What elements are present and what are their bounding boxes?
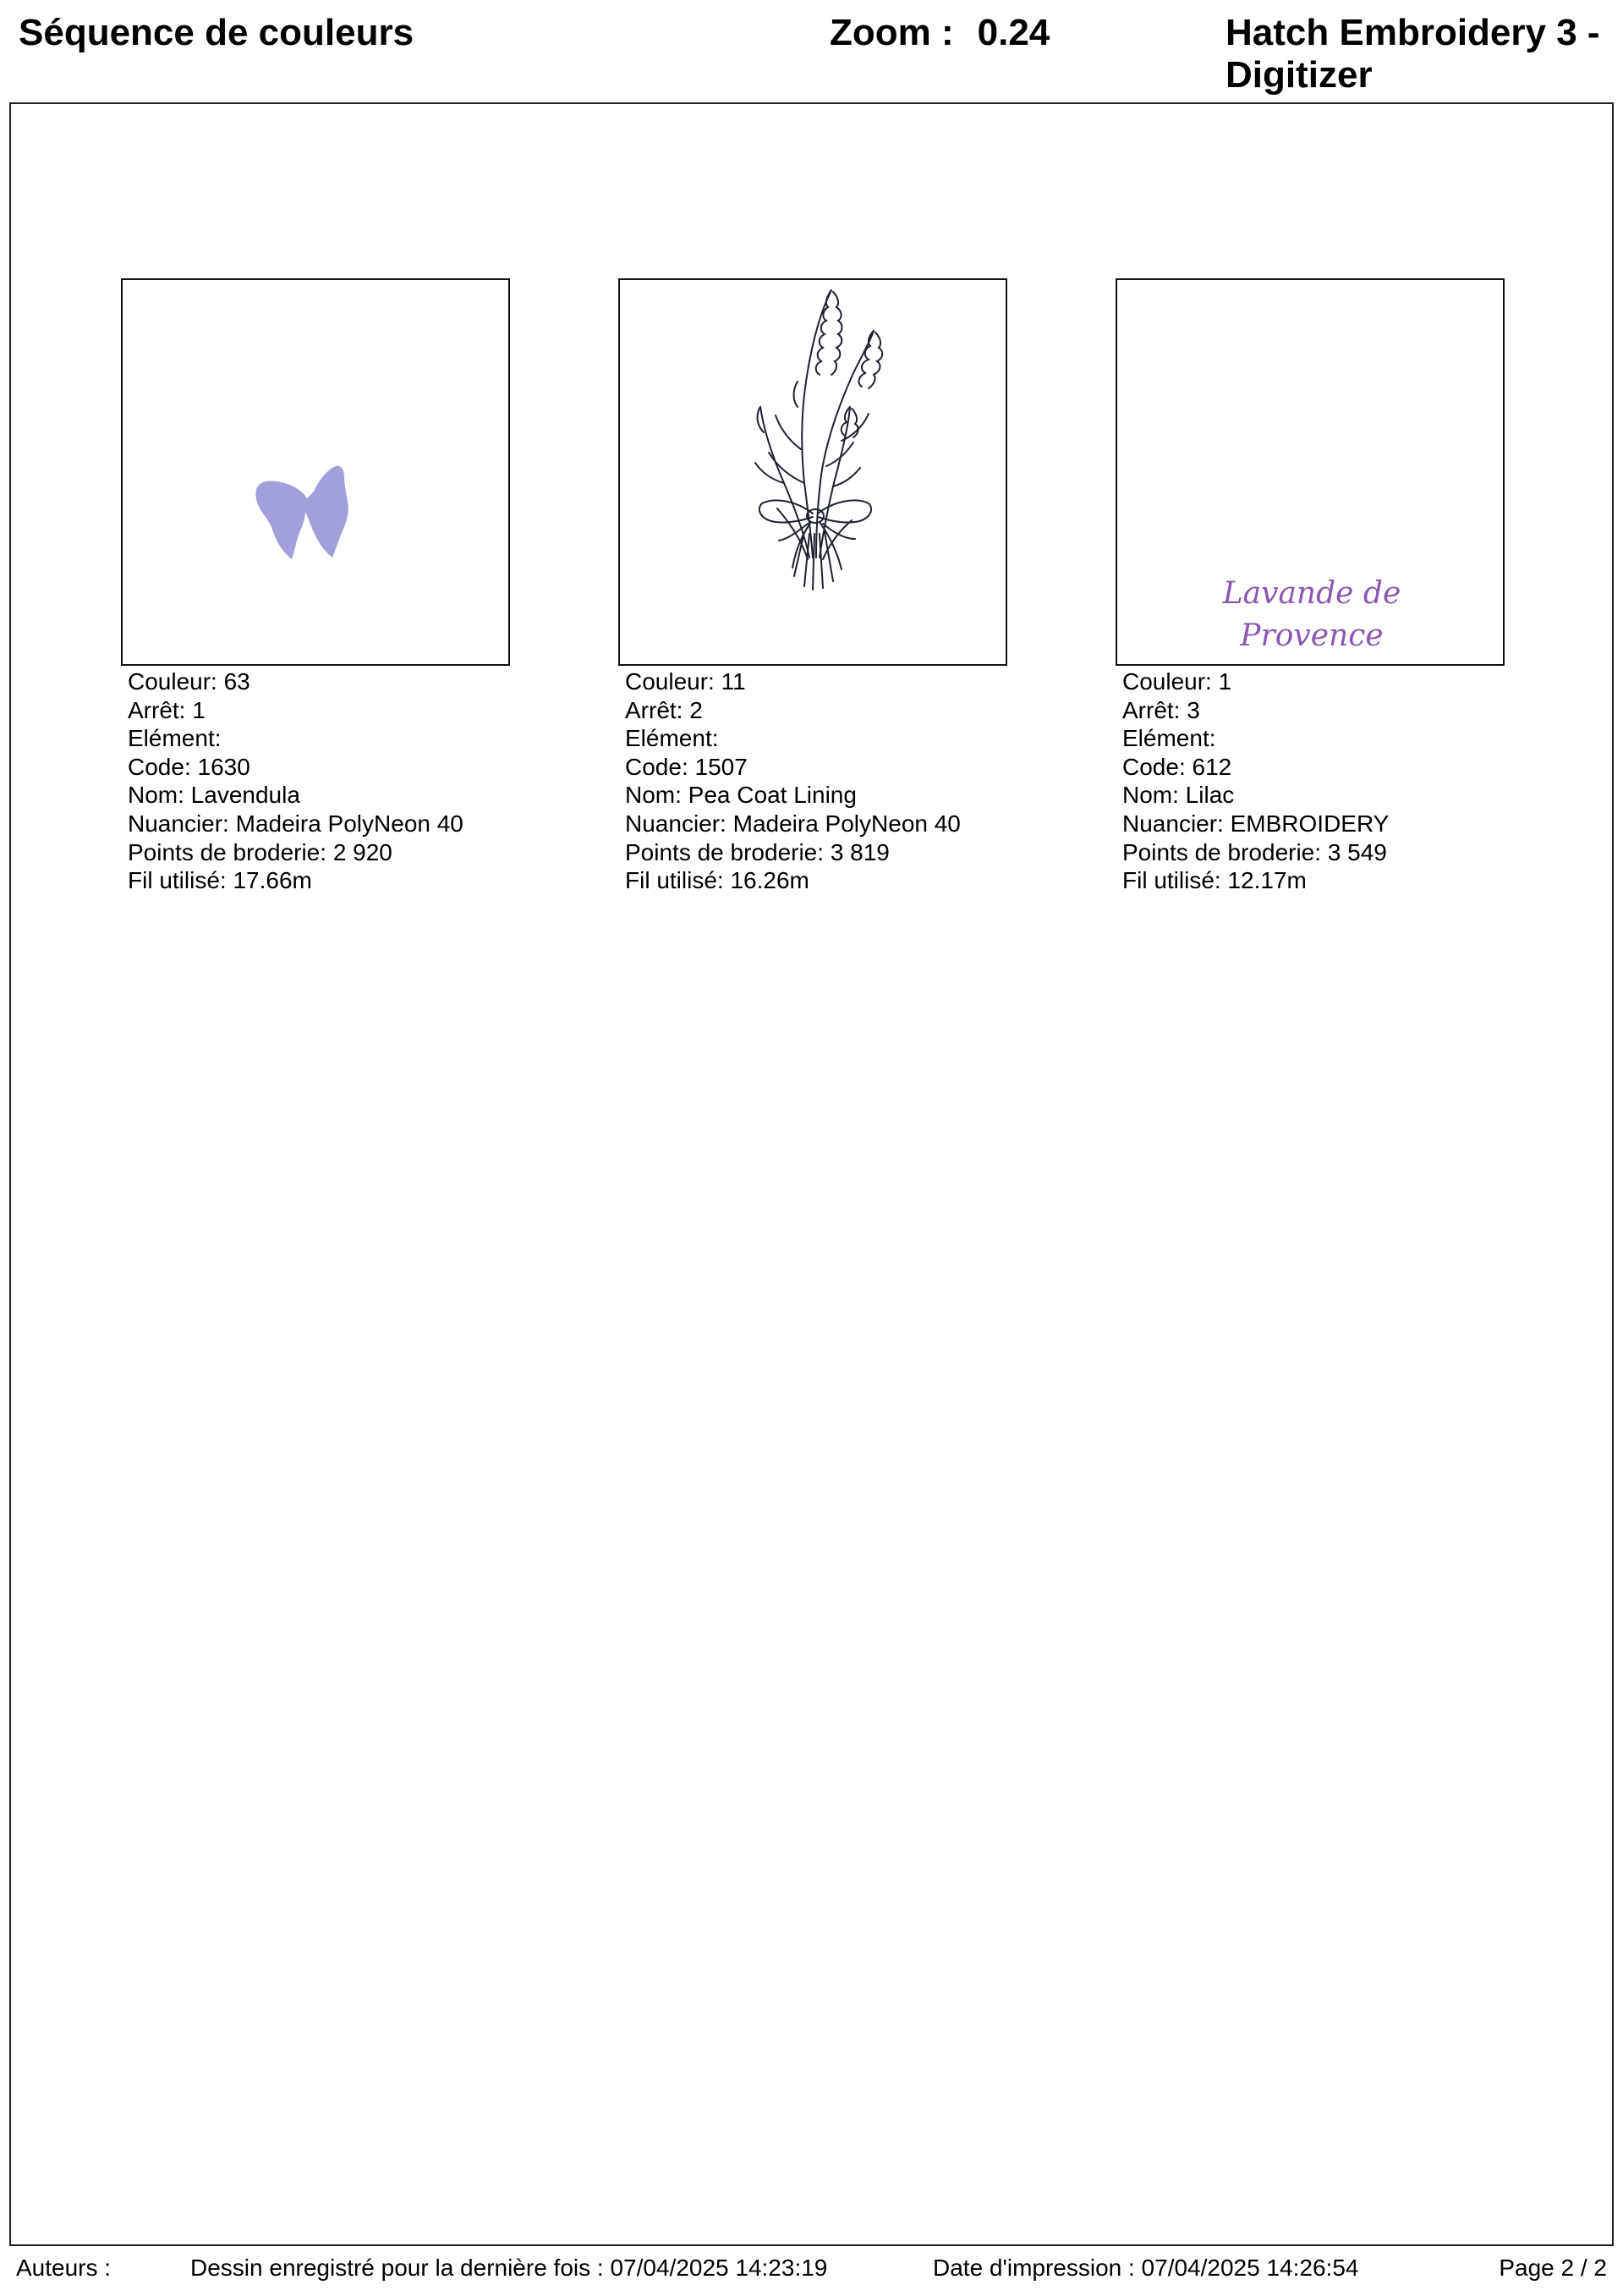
bow-icon: [123, 280, 508, 664]
color-name: Nom: Lilac: [1122, 782, 1235, 809]
app-name-line1: Hatch Embroidery 3 -: [1225, 12, 1600, 53]
footer-page-number: Page 2 / 2: [1499, 2255, 1607, 2281]
lettering-line2: Provence: [1240, 618, 1384, 653]
element-label: Elément:: [1122, 725, 1216, 752]
stitch-count: Points de broderie: 3 549: [1122, 838, 1387, 865]
color-thumbnail: [121, 278, 510, 666]
stop-number: Arrêt: 3: [1122, 696, 1200, 723]
color-sequence-frame: [9, 102, 1614, 2246]
zoom-readout: [830, 12, 1050, 54]
color-info: [1122, 667, 1389, 895]
zoom-label: Zoom :: [830, 12, 954, 53]
footer-print-date: Date d'impression : 07/04/2025 14:26:54: [933, 2255, 1359, 2281]
app-name: [1225, 12, 1600, 96]
color-code: Code: 1630: [128, 753, 250, 780]
color-info: [128, 667, 463, 895]
color-name: Nom: Lavendula: [128, 782, 300, 809]
color-code: Code: 612: [1122, 753, 1232, 780]
page-title: Séquence de couleurs: [19, 12, 414, 53]
color-chart: Nuancier: Madeira PolyNeon 40: [128, 810, 463, 837]
color-chart: Nuancier: Madeira PolyNeon 40: [625, 810, 961, 837]
color-number: Couleur: 1: [1122, 668, 1232, 695]
element-label: Elément:: [625, 725, 719, 752]
thread-used: Fil utilisé: 17.66m: [128, 867, 312, 894]
color-thumbnail: [618, 278, 1007, 666]
color-code: Code: 1507: [625, 753, 748, 780]
stitch-count: Points de broderie: 3 819: [625, 838, 890, 865]
footer-last-saved: Dessin enregistré pour la dernière fois : 07/04/2025 14:23:19: [190, 2255, 828, 2281]
zoom-value: 0.24: [977, 12, 1050, 53]
color-chart: Nuancier: EMBROIDERY: [1122, 810, 1390, 837]
element-label: Elément:: [128, 725, 222, 752]
stop-number: Arrêt: 1: [128, 696, 206, 723]
color-number: Couleur: 11: [625, 668, 746, 695]
thread-used: Fil utilisé: 12.17m: [1122, 867, 1307, 894]
stop-number: Arrêt: 2: [625, 696, 703, 723]
thread-used: Fil utilisé: 16.26m: [625, 867, 809, 894]
color-thumbnail: [1116, 278, 1505, 666]
lettering-line1: Lavande de: [1222, 576, 1401, 611]
color-info: [625, 667, 961, 895]
stitch-count: Points de broderie: 2 920: [128, 838, 392, 865]
lettering-icon: [1117, 280, 1503, 664]
app-name-line2: Digitizer: [1225, 54, 1373, 96]
lavender-bouquet-icon: [620, 280, 1006, 664]
color-name: Nom: Pea Coat Lining: [625, 782, 857, 809]
color-number: Couleur: 63: [128, 668, 250, 695]
footer-authors: Auteurs :: [16, 2255, 112, 2281]
